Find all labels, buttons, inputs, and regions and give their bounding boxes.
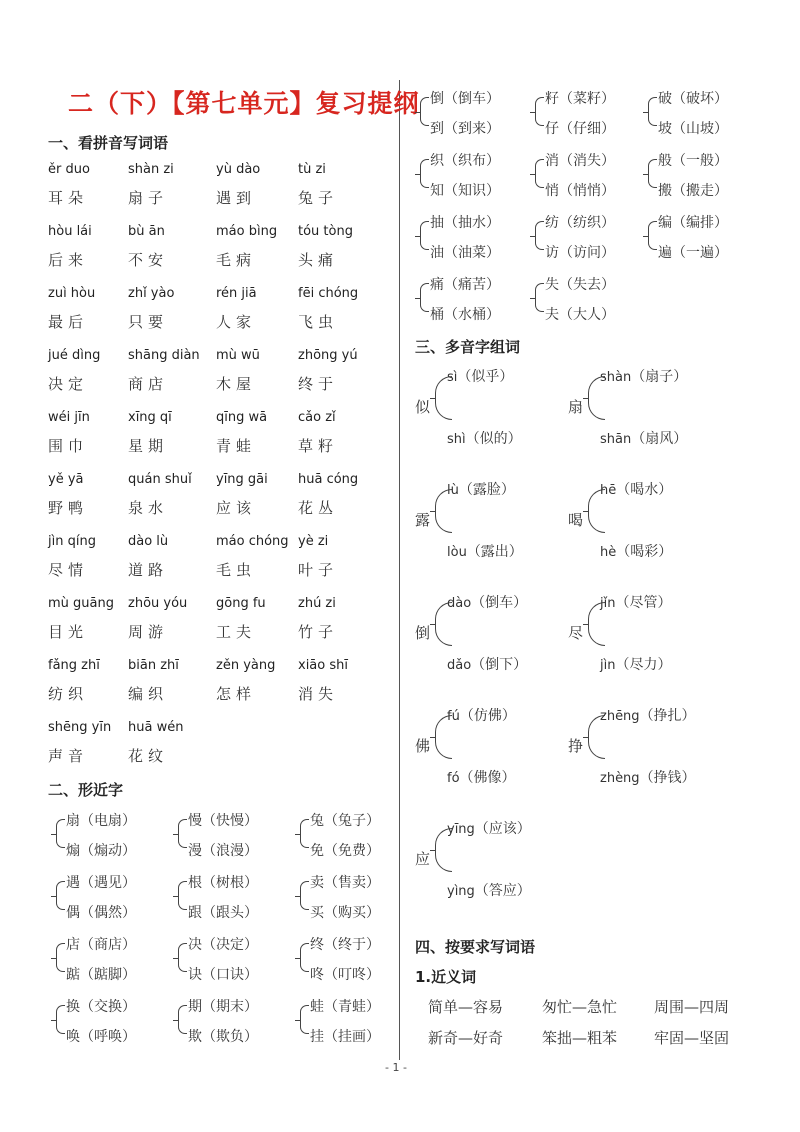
reading-lower [600,428,687,448]
char-word-upper: 籽（菜籽） [545,91,615,107]
reading-word: （应该） [474,821,531,837]
column-divider [399,80,400,1060]
reading-pinyin: jǐn [600,596,616,611]
synonym-subheading: 1.近义词 [415,968,477,986]
reading-pinyin: zhēng [600,709,640,724]
polyphone-char: 应 [415,850,431,868]
pinyin-text: yě yā [48,472,84,487]
word-text: 毛虫 [216,561,257,579]
char-word-lower: 桶（水桶） [430,307,500,323]
polyphone-char: 佛 [415,737,431,755]
reading-pinyin: yìng [447,884,475,899]
word-text: 毛病 [216,251,257,269]
word-text: 决定 [48,375,89,393]
pinyin-text: wéi jīn [48,410,90,425]
word-text: 兔子 [298,189,339,207]
char-word-lower: 油（油菜） [430,245,500,261]
word-text: 叶子 [298,561,339,579]
reading-lower [447,767,516,787]
reading-pinyin: dǎo [447,658,472,673]
pinyin-text: gōng fu [216,596,266,611]
word-text: 编织 [128,685,169,703]
polyphone-char: 扇 [568,398,584,416]
word-text: 道路 [128,561,169,579]
brace-icon [56,881,65,910]
char-word-upper: 抽（抽水） [430,215,500,231]
word-text: 工夫 [216,623,257,641]
reading-pinyin: shān [600,432,632,447]
section-4-heading: 四、按要求写词语 [415,938,536,956]
char-word-lower: 咚（叮咚） [310,967,380,983]
pinyin-text: rén jiā [216,286,257,301]
pinyin-text: shāng diàn [128,348,200,363]
char-word-lower: 免（免费） [310,843,380,859]
reading-pinyin: sì [447,370,458,385]
polyphone-char: 倒 [415,624,431,642]
pinyin-text: tù zi [298,162,326,177]
pinyin-text: biān zhī [128,658,179,673]
pinyin-text: zhǐ yào [128,286,175,301]
reading-word: （尽管） [615,595,672,611]
pinyin-text: xiāo shī [298,658,348,673]
reading-pinyin: jìn [600,658,616,673]
reading-upper [600,592,671,612]
brace-icon [56,943,65,972]
char-word-lower: 漫（浪漫） [188,843,258,859]
page-title: 二（下）【第七单元】复习提纲 [68,89,420,118]
brace-icon [535,159,544,188]
word-text: 最后 [48,313,89,331]
char-word-upper: 根（树根） [188,875,258,891]
brace-icon [648,221,657,250]
pinyin-text: jué dìng [48,348,101,363]
brace-icon [178,819,187,848]
char-word-lower: 夫（大人） [545,307,615,323]
char-word-lower: 到（到来） [430,121,500,137]
synonym-pair: 牢固—坚固 [654,1029,730,1047]
section-2-heading: 二、形近字 [48,781,124,799]
pinyin-text: hòu lái [48,224,92,239]
char-word-lower: 访（访问） [545,245,615,261]
word-text: 人家 [216,313,257,331]
pinyin-text: xīng qī [128,410,172,425]
char-word-upper: 扇（电扇） [66,813,136,829]
pinyin-text: shàn zi [128,162,174,177]
word-text: 青蛙 [216,437,257,455]
reading-upper [447,705,516,725]
char-word-upper: 终（终于） [310,937,380,953]
brace-icon [300,943,309,972]
section-3-heading: 三、多音字组词 [415,338,521,356]
word-text: 纺织 [48,685,89,703]
word-text: 周游 [128,623,169,641]
reading-word: （扇风） [631,431,688,447]
brace-icon [648,159,657,188]
brace-icon [56,819,65,848]
word-text: 花纹 [128,747,169,765]
char-word-lower: 挂（挂画） [310,1029,380,1045]
word-text: 围巾 [48,437,89,455]
reading-word: （尽力） [615,657,672,673]
reading-pinyin: hè [600,545,617,560]
char-word-upper: 消（消失） [545,153,615,169]
char-word-upper: 破（破坏） [658,91,728,107]
char-word-lower: 欺（欺负） [188,1029,258,1045]
pinyin-text: fǎng zhī [48,658,100,673]
pinyin-text: yīng gāi [216,472,268,487]
reading-word: （挣钱） [639,770,696,786]
char-word-lower: 诀（口诀） [188,967,258,983]
char-word-upper: 卖（售卖） [310,875,380,891]
brace-icon [300,1005,309,1034]
char-word-upper: 兔（兔子） [310,813,380,829]
word-text: 木屋 [216,375,257,393]
pinyin-text: dào lù [128,534,169,549]
pinyin-text: qīng wā [216,410,268,425]
char-word-upper: 决（决定） [188,937,258,953]
char-word-lower: 唤（呼唤） [66,1029,136,1045]
brace-icon [420,283,429,312]
polyphone-char: 露 [415,511,431,529]
pinyin-text: zhōu yóu [128,596,188,611]
word-text: 飞虫 [298,313,339,331]
word-text: 耳朵 [48,189,89,207]
char-word-upper: 期（期末） [188,999,258,1015]
word-text: 花丛 [298,499,339,517]
brace-icon [420,97,429,126]
reading-word: （倒下） [471,657,528,673]
polyphone-char: 似 [415,398,431,416]
reading-pinyin: yīng [447,822,475,837]
pinyin-text: ěr duo [48,162,90,177]
pinyin-text: zuì hòu [48,286,96,301]
word-text: 终于 [298,375,339,393]
pinyin-text: bù ān [128,224,165,239]
char-word-upper: 般（一般） [658,153,728,169]
word-text: 只要 [128,313,169,331]
word-text: 扇子 [128,189,169,207]
char-word-lower: 踮（踮脚） [66,967,136,983]
reading-pinyin: dào [447,596,472,611]
reading-pinyin: fó [447,771,460,786]
word-text: 声音 [48,747,89,765]
brace-icon [535,283,544,312]
reading-lower [600,541,672,561]
pinyin-text: tóu tòng [298,224,353,239]
char-word-upper: 换（交换） [66,999,136,1015]
brace-icon [56,1005,65,1034]
reading-pinyin: shì [447,432,466,447]
word-text: 头痛 [298,251,339,269]
char-word-upper: 纺（纺织） [545,215,615,231]
brace-icon [300,819,309,848]
word-text: 竹子 [298,623,339,641]
char-word-upper: 织（织布） [430,153,500,169]
char-word-lower: 煽（煽动） [66,843,136,859]
char-word-upper: 失（失去） [545,277,615,293]
word-text: 草籽 [298,437,339,455]
reading-word: （答应） [474,883,531,899]
polyphone-char: 喝 [568,511,584,529]
brace-icon [300,881,309,910]
char-word-upper: 店（商店） [66,937,136,953]
word-text: 怎样 [216,685,257,703]
pinyin-text: mù guāng [48,596,114,611]
reading-word: （露出） [466,544,523,560]
reading-word: （似的） [465,431,522,447]
reading-pinyin: fú [447,709,460,724]
pinyin-text: shēng yīn [48,720,112,735]
reading-pinyin: lòu [447,545,467,560]
char-word-upper: 慢（快慢） [188,813,258,829]
pinyin-text: fēi chóng [298,286,359,301]
reading-pinyin: lù [447,483,459,498]
brace-icon [178,881,187,910]
pinyin-text: zhōng yú [298,348,358,363]
reading-lower [600,654,671,674]
pinyin-text: zhú zi [298,596,336,611]
pinyin-text: máo bìng [216,224,278,239]
pinyin-text: zěn yàng [216,658,276,673]
char-word-upper: 痛（痛苦） [430,277,500,293]
brace-icon [178,1005,187,1034]
char-word-lower: 仔（仔细） [545,121,615,137]
reading-word: （喝水） [616,482,673,498]
char-word-lower: 坡（山坡） [658,121,728,137]
word-text: 泉水 [128,499,169,517]
pinyin-text: huā cóng [298,472,359,487]
pinyin-text: jìn qíng [48,534,96,549]
brace-icon [420,221,429,250]
polyphone-char: 挣 [568,737,584,755]
reading-upper [600,479,672,499]
reading-word: （倒车） [471,595,528,611]
polyphone-char: 尽 [568,624,584,642]
brace-icon [178,943,187,972]
synonym-pair: 匆忙—急忙 [542,998,618,1016]
reading-lower [447,428,522,448]
reading-upper [447,818,531,838]
word-text: 应该 [216,499,257,517]
reading-pinyin: zhèng [600,771,640,786]
brace-icon [648,97,657,126]
pinyin-text: máo chóng [216,534,289,549]
reading-word: （扇子） [631,369,688,385]
reading-upper [447,366,513,386]
char-word-upper: 蛙（青蛙） [310,999,380,1015]
word-text: 野鸭 [48,499,89,517]
reading-upper [447,592,527,612]
reading-lower [447,880,531,900]
char-word-upper: 倒（倒车） [430,91,500,107]
word-text: 星期 [128,437,169,455]
pinyin-text: mù wū [216,348,260,363]
pinyin-text: yù dào [216,162,261,177]
word-text: 目光 [48,623,89,641]
pinyin-text: huā wén [128,720,184,735]
word-text: 尽情 [48,561,89,579]
reading-word: （仿佛） [459,708,516,724]
reading-pinyin: shàn [600,370,632,385]
synonym-pair: 新奇—好奇 [428,1029,504,1047]
brace-icon [535,97,544,126]
char-word-upper: 遇（遇见） [66,875,136,891]
word-text: 不安 [128,251,169,269]
pinyin-text: quán shuǐ [128,472,192,487]
reading-lower [447,541,523,561]
brace-icon [535,221,544,250]
reading-word: （似乎） [457,369,514,385]
pinyin-text: yè zi [298,534,329,549]
reading-pinyin: hē [600,483,617,498]
char-word-lower: 偶（偶然） [66,905,136,921]
reading-word: （挣扎） [639,708,696,724]
brace-icon [420,159,429,188]
reading-upper [600,366,687,386]
reading-upper [447,479,515,499]
reading-lower [600,767,696,787]
word-text: 消失 [298,685,339,703]
pinyin-text: cǎo zǐ [298,410,336,425]
char-word-upper: 编（编排） [658,215,728,231]
char-word-lower: 搬（搬走） [658,183,728,199]
word-text: 商店 [128,375,169,393]
section-1-heading: 一、看拼音写词语 [48,134,169,152]
word-text: 后来 [48,251,89,269]
char-word-lower: 跟（跟头） [188,905,258,921]
reading-upper [600,705,696,725]
char-word-lower: 知（知识） [430,183,500,199]
reading-lower [447,654,527,674]
char-word-lower: 遍（一遍） [658,245,728,261]
reading-word: （露脸） [458,482,515,498]
char-word-lower: 买（购买） [310,905,380,921]
char-word-lower: 悄（悄悄） [545,183,615,199]
synonym-pair: 周围—四周 [654,998,730,1016]
reading-word: （喝彩） [616,544,673,560]
reading-word: （佛像） [459,770,516,786]
page-number: - 1 - [385,1061,407,1074]
word-text: 遇到 [216,189,257,207]
synonym-pair: 简单—容易 [428,998,504,1016]
synonym-pair: 笨拙—粗苯 [542,1029,618,1047]
